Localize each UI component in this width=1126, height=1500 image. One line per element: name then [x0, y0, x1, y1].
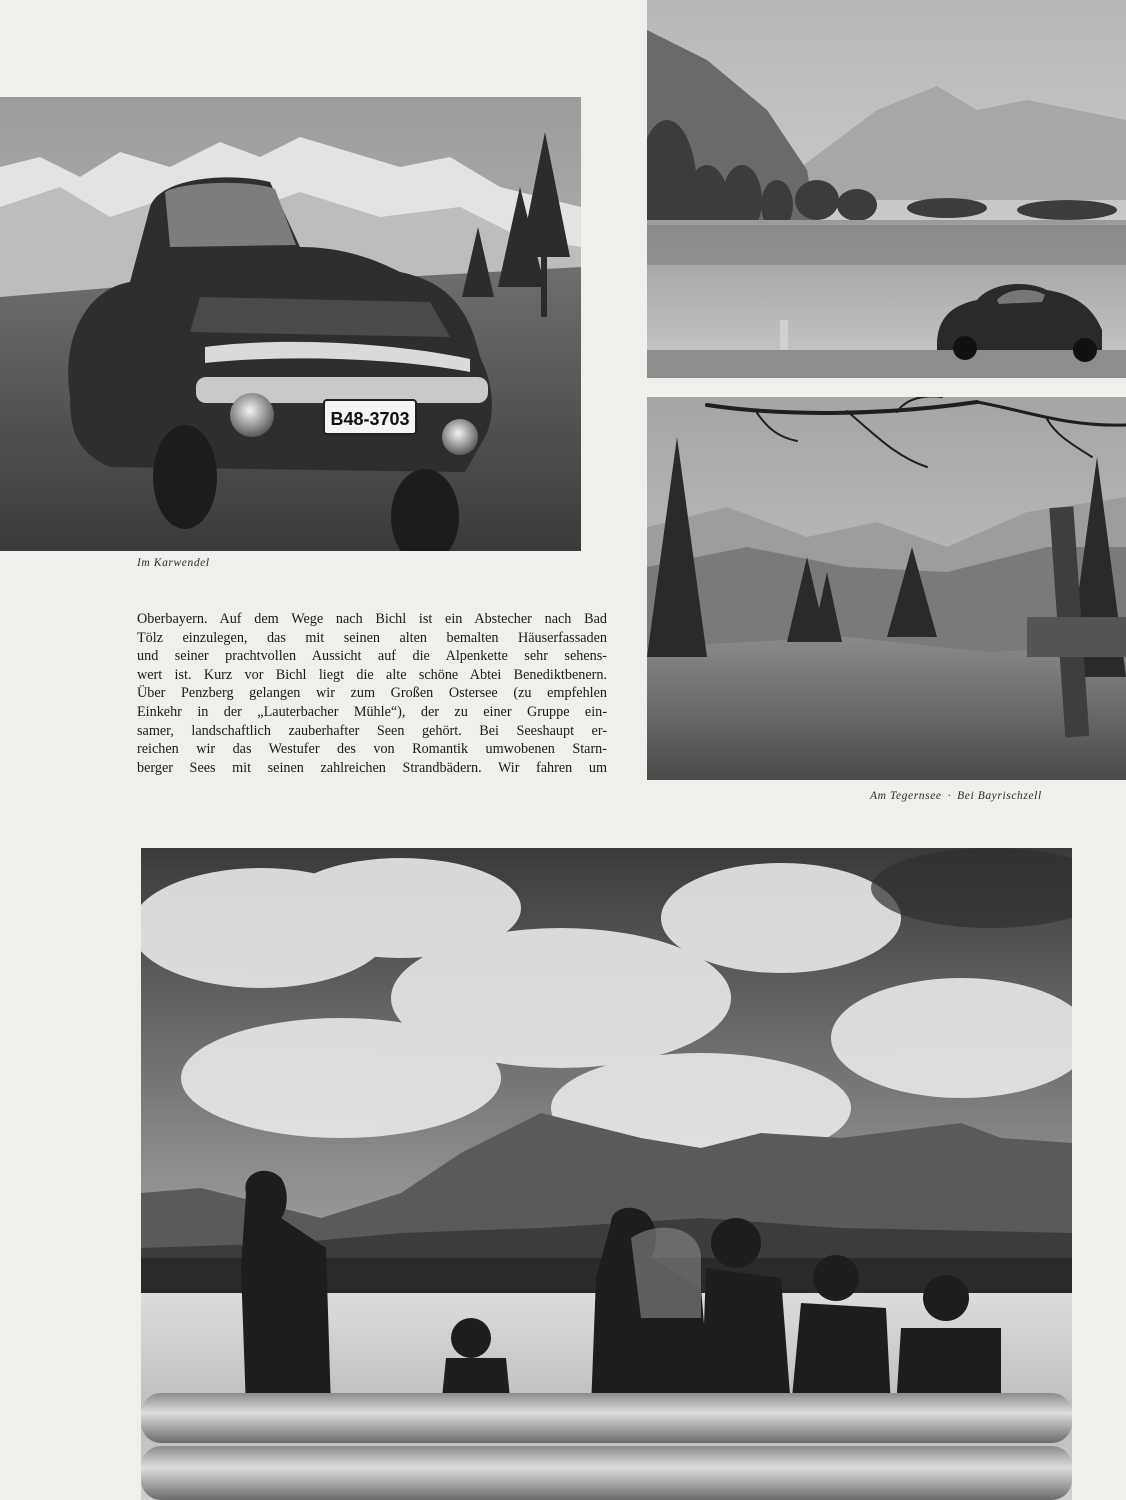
article-line: Über Penzberg gelangen wir zum Großen Ostersee (zu empfehlen — [137, 685, 607, 702]
article-line: samer, landschaftlich zauberhafter Seen gehört. Bei Seeshaupt er- — [137, 722, 607, 739]
photo-tegernsee-lake — [647, 0, 1126, 378]
photo-karwendel-car — [0, 97, 581, 551]
article-line: Einkehr in der „Lauterbacher Mühle“), der zu einer Gruppe ein- — [137, 703, 607, 720]
article-line: berger Sees mit seinen zahlreichen Strandbädern. Wir fahren um — [137, 759, 607, 776]
caption-tegernsee-bayrischzell — [870, 790, 1042, 802]
license-plate-text: B48-3703 — [330, 409, 410, 429]
caption-separator: · — [947, 790, 952, 802]
photo-bayrischzell-valley — [647, 397, 1126, 780]
article-line: und seiner prachtvollen Aussicht auf die Alpenkette sehr sehens- — [137, 648, 607, 665]
photo-children-by-lake — [141, 848, 1072, 1500]
caption-bayrischzell: Bei Bayrischzell — [957, 790, 1042, 802]
article-line: wert ist. Kurz vor Bichl liegt die alte schöne Abtei Benediktbenern. — [137, 666, 607, 683]
article-line: Oberbayern. Auf dem Wege nach Bichl ist ein Abstecher nach Bad — [137, 611, 607, 627]
caption-karwendel: Im Karwendel — [137, 557, 210, 569]
caption-tegernsee: Am Tegernsee — [870, 790, 942, 802]
article-line: Tölz einzulegen, das mit seinen alten bemalten Häuserfassaden — [137, 629, 607, 646]
article-body — [137, 610, 607, 777]
article-line: reichen wir das Westufer des von Romantik umwobenen Starn- — [137, 741, 607, 758]
